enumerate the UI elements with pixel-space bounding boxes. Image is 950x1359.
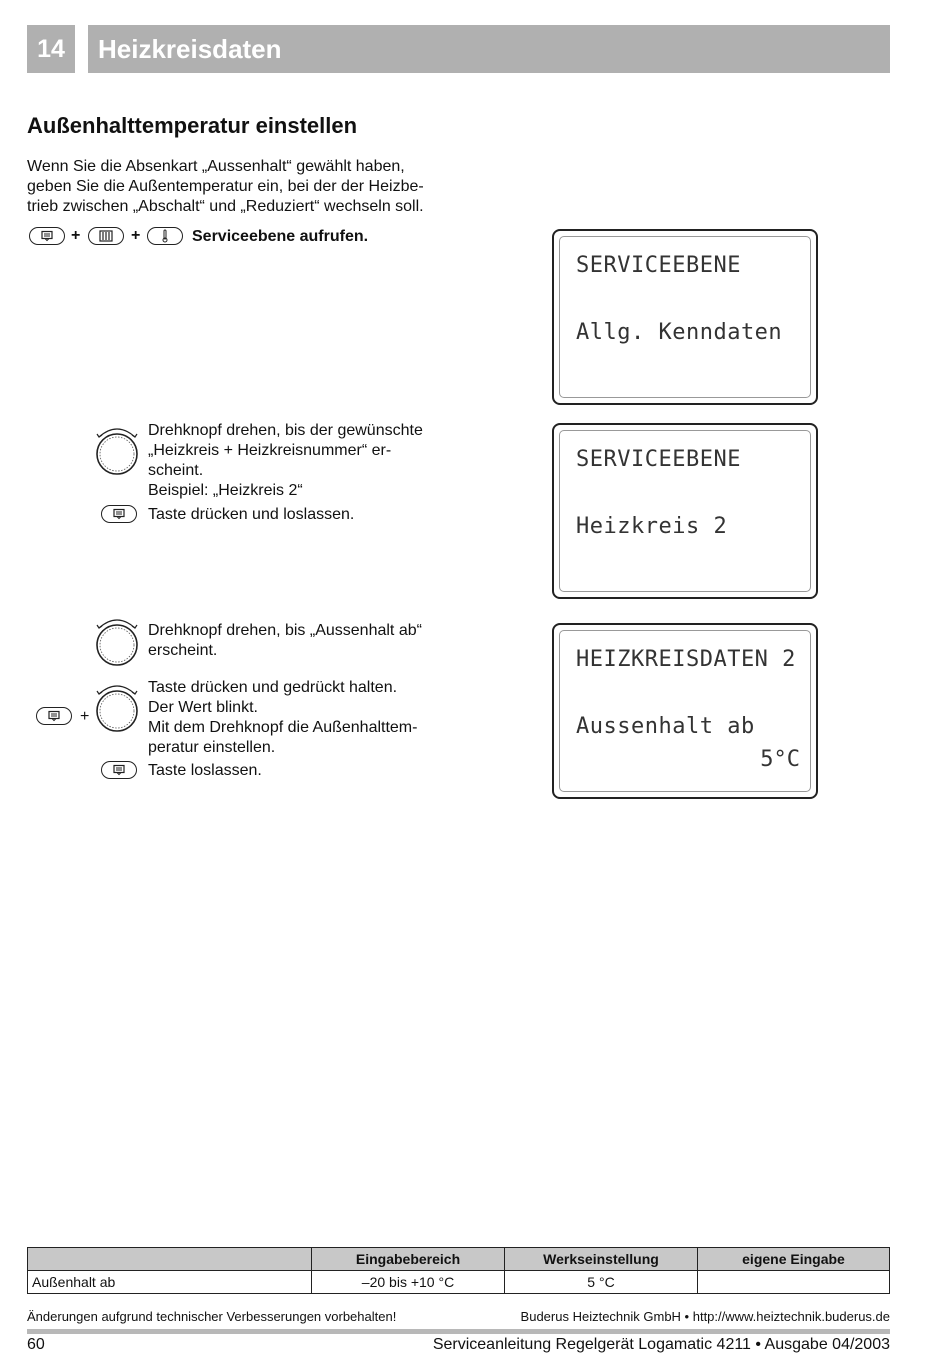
document-title: Serviceanleitung Regelgerät Logamatic 4211 • Ausgabe 04/2003 bbox=[432, 1336, 890, 1353]
intro-line: trieb zwischen „Abschalt“ und „Reduziert“ wechseln soll. bbox=[27, 198, 424, 215]
footer-note-left: Änderungen aufgrund technischer Verbesserungen vorbehalten! bbox=[27, 1309, 397, 1324]
step2-knob-text bbox=[148, 421, 423, 501]
text-line: scheint. bbox=[148, 462, 204, 479]
chapter-title: Heizkreisdaten bbox=[88, 25, 890, 73]
table-header: eigene Eingabe bbox=[698, 1248, 890, 1271]
settings-table bbox=[27, 1247, 890, 1294]
menu-button-icon bbox=[101, 505, 137, 523]
plus-sign: + bbox=[131, 227, 141, 244]
page-number: 60 bbox=[27, 1336, 45, 1353]
lcd-line-2: Aussenhalt ab bbox=[576, 714, 755, 739]
table-cell bbox=[698, 1271, 890, 1294]
lcd-line-2: Heizkreis 2 bbox=[576, 514, 728, 539]
intro-line: geben Sie die Außentemperatur ein, bei der der Heizbe- bbox=[27, 178, 424, 195]
text-line: Beispiel: „Heizkreis 2“ bbox=[148, 482, 303, 499]
table-header: Eingabebereich bbox=[312, 1248, 505, 1271]
table-header bbox=[28, 1248, 312, 1271]
intro-paragraph bbox=[27, 157, 447, 217]
step1-label: Serviceebene aufrufen. bbox=[192, 228, 369, 245]
lcd-line-1: HEIZKREISDATEN 2 bbox=[576, 647, 796, 672]
step3-hold-text bbox=[148, 678, 417, 758]
table-row bbox=[28, 1271, 890, 1294]
text-line: Mit dem Drehknopf die Außenhalttem- bbox=[148, 719, 418, 736]
table-header: Werkseinstellung bbox=[505, 1248, 698, 1271]
step2-button-text: Taste drücken und loslassen. bbox=[148, 506, 355, 523]
table-cell: –20 bis +10 °C bbox=[312, 1271, 505, 1294]
menu-button-icon bbox=[36, 707, 72, 725]
footer-divider bbox=[27, 1329, 890, 1334]
text-line: Drehknopf drehen, bis „Aussenhalt ab“ bbox=[148, 622, 422, 639]
menu-button-icon bbox=[29, 227, 65, 245]
lcd-line-1: SERVICEEBENE bbox=[576, 253, 741, 278]
lcd-value: 5°C bbox=[760, 747, 800, 772]
text-line: erscheint. bbox=[148, 642, 218, 659]
step3-release-text: Taste loslassen. bbox=[148, 762, 262, 779]
table-cell: Außenhalt ab bbox=[28, 1271, 312, 1294]
rotary-knob-icon bbox=[94, 614, 140, 666]
rotary-knob-icon bbox=[94, 423, 140, 475]
heating-button-icon bbox=[88, 227, 124, 245]
text-line: Taste drücken und gedrückt halten. bbox=[148, 679, 398, 696]
lcd-display bbox=[552, 229, 818, 405]
lcd-line-1: SERVICEEBENE bbox=[576, 447, 741, 472]
footer-note-right: Buderus Heiztechnik GmbH • http://www.heiztechnik.buderus.de bbox=[520, 1309, 890, 1324]
lcd-display bbox=[552, 623, 818, 799]
thermometer-button-icon bbox=[147, 227, 183, 245]
lcd-line-2: Allg. Kenndaten bbox=[576, 320, 783, 345]
chapter-number: 14 bbox=[27, 25, 75, 73]
table-cell: 5 °C bbox=[505, 1271, 698, 1294]
text-line: Der Wert blinkt. bbox=[148, 699, 258, 716]
menu-button-icon bbox=[101, 761, 137, 779]
plus-sign: + bbox=[80, 708, 90, 725]
section-title: Außenhalttemperatur einstellen bbox=[27, 113, 358, 138]
step3-knob-text bbox=[148, 621, 422, 661]
table-header-row bbox=[28, 1248, 890, 1271]
rotary-knob-icon bbox=[94, 680, 140, 732]
text-line: „Heizkreis + Heizkreisnummer“ er- bbox=[148, 442, 392, 459]
intro-line: Wenn Sie die Absenkart „Aussenhalt“ gewählt haben, bbox=[27, 158, 405, 175]
text-line: Drehknopf drehen, bis der gewünschte bbox=[148, 422, 423, 439]
lcd-display bbox=[552, 423, 818, 599]
plus-sign: + bbox=[71, 227, 81, 244]
text-line: peratur einstellen. bbox=[148, 739, 276, 756]
